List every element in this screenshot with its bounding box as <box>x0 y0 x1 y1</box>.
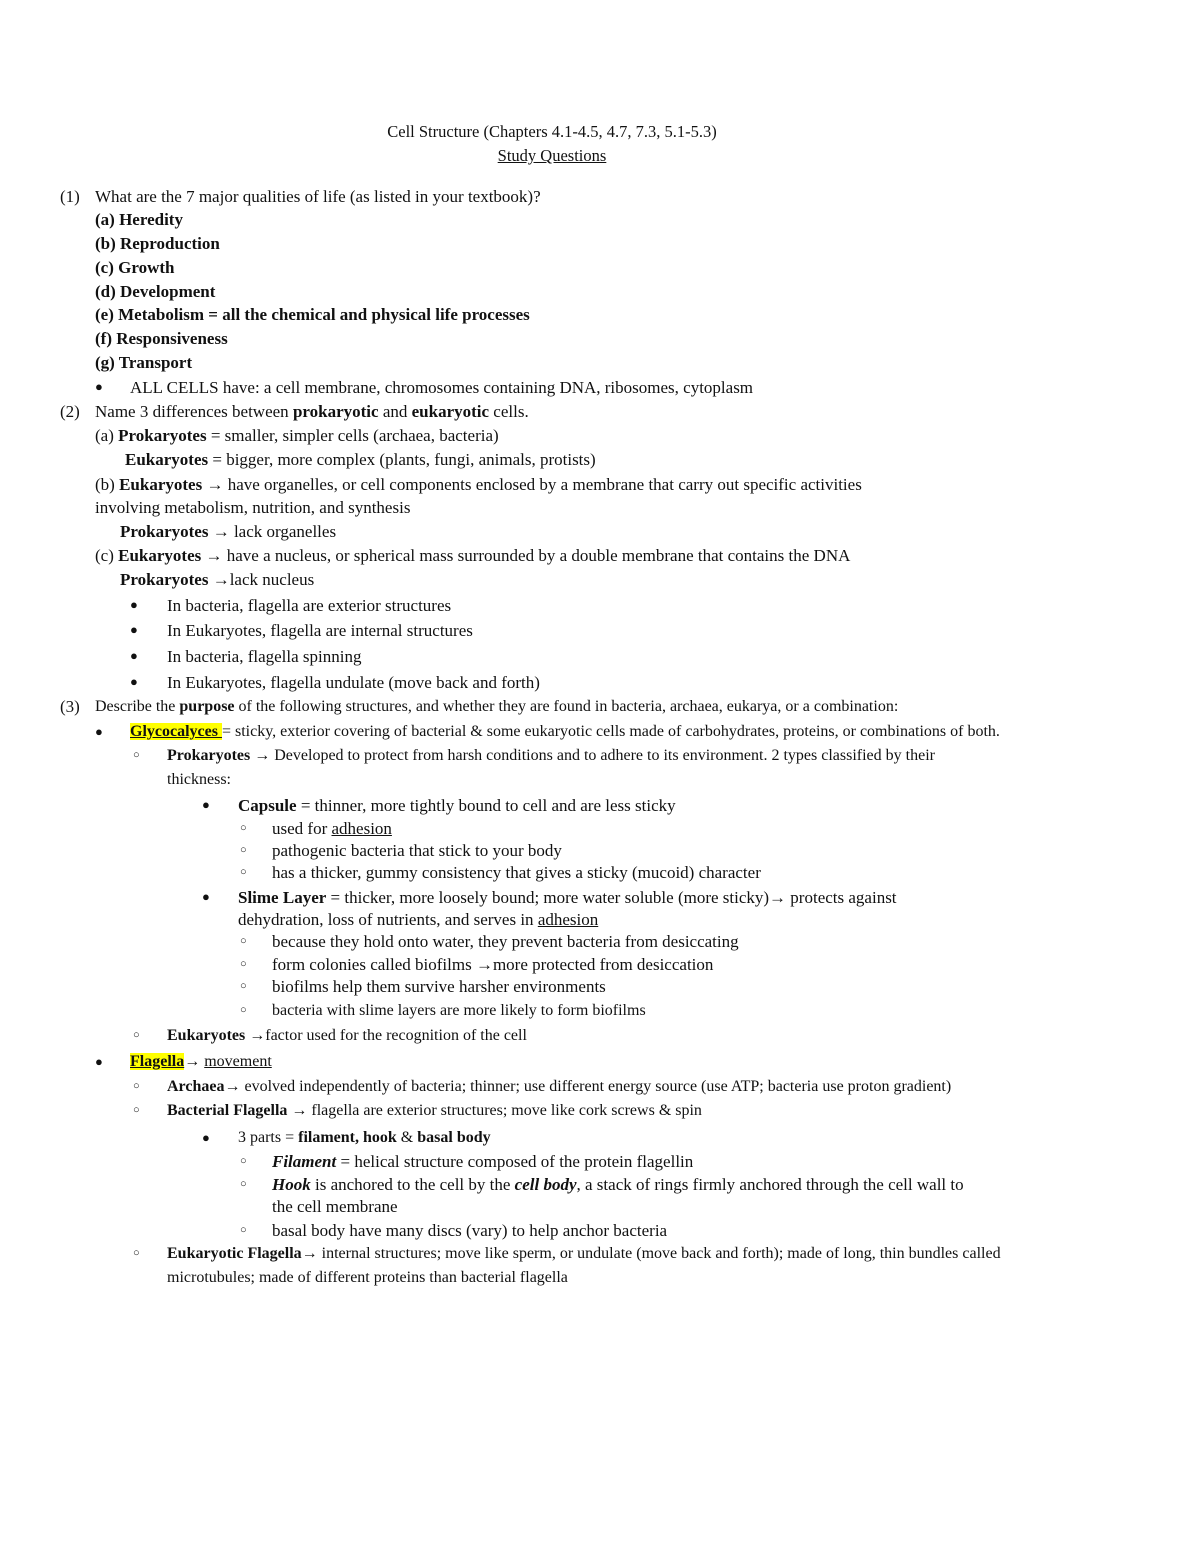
bullet-icon: ● <box>130 597 138 612</box>
circle-bullet-icon: ○ <box>133 1029 140 1041</box>
circle-bullet-icon: ○ <box>240 1178 247 1190</box>
page-title: Cell Structure (Chapters 4.1-4.5, 4.7, 7.3, 5.1-5.3) <box>387 122 717 141</box>
answer-line: (a) Prokaryotes = smaller, simpler cells (archaea, bacteria) <box>95 426 499 445</box>
list-item: In Eukaryotes, flagella are internal structures <box>167 621 473 640</box>
answer-line: Prokaryotes → lack organelles <box>120 522 337 541</box>
list-item: biofilms help them survive harsher environments <box>272 977 606 996</box>
bullet-icon: ● <box>130 622 138 637</box>
list-item: Filament = helical structure composed of the protein flagellin <box>272 1152 694 1171</box>
bullet-icon: ● <box>130 674 138 689</box>
list-item: Glycocalyces = sticky, exterior covering of bacterial & some eukaryotic cells made of carbohydrates, proteins, or combinations of both. <box>130 723 1000 740</box>
list-item: microtubules; made of different proteins than bacterial flagella <box>167 1269 568 1286</box>
list-item: 3 parts = filament, hook & basal body <box>238 1129 491 1146</box>
answer-item: (g) Transport <box>95 353 193 372</box>
answer-line: (c) Eukaryotes → have a nucleus, or spherical mass surrounded by a double membrane that contains the DNA <box>95 546 851 565</box>
question-number: (3) <box>60 697 80 716</box>
answer-line: involving metabolism, nutrition, and synthesis <box>95 498 411 517</box>
question-number: (2) <box>60 402 80 421</box>
list-item: basal body have many discs (vary) to help anchor bacteria <box>272 1221 668 1240</box>
question-text: What are the 7 major qualities of life (as listed in your textbook)? <box>95 187 541 206</box>
bullet-icon: ● <box>95 379 103 394</box>
answer-item: (f) Responsiveness <box>95 329 228 348</box>
list-item: Flagella→ movement <box>130 1053 272 1070</box>
answer-line: Prokaryotes →lack nucleus <box>120 570 315 589</box>
list-item: the cell membrane <box>272 1197 398 1216</box>
circle-bullet-icon: ○ <box>133 749 140 761</box>
list-item: Bacterial Flagella → flagella are exterior structures; move like cork screws & spin <box>167 1102 702 1119</box>
circle-bullet-icon: ○ <box>240 844 247 856</box>
list-item: Hook is anchored to the cell by the cell body, a stack of rings firmly anchored through the cell wall to <box>272 1175 964 1194</box>
circle-bullet-icon: ○ <box>240 980 247 992</box>
circle-bullet-icon: ○ <box>240 1224 247 1236</box>
list-item: form colonies called biofilms →more protected from desiccation <box>272 955 714 974</box>
answer-item: (d) Development <box>95 282 216 301</box>
bullet-icon: ● <box>202 889 210 904</box>
circle-bullet-icon: ○ <box>133 1104 140 1116</box>
list-item: used for adhesion <box>272 819 392 838</box>
circle-bullet-icon: ○ <box>240 866 247 878</box>
circle-bullet-icon: ○ <box>240 1004 247 1016</box>
circle-bullet-icon: ○ <box>133 1080 140 1092</box>
list-item: bacteria with slime layers are more likely to form biofilms <box>272 1002 646 1019</box>
question-number: (1) <box>60 187 80 206</box>
answer-line: Eukaryotes = bigger, more complex (plants, fungi, animals, protists) <box>125 450 596 469</box>
answer-line: (b) Eukaryotes → have organelles, or cell components enclosed by a membrane that carry out specific activities <box>95 475 862 494</box>
list-item: Prokaryotes → Developed to protect from harsh conditions and to adhere to its environment. 2 types classified by their <box>167 747 935 764</box>
answer-item: (e) Metabolism = all the chemical and physical life processes <box>95 305 530 324</box>
list-item: has a thicker, gummy consistency that gives a sticky (mucoid) character <box>272 863 761 882</box>
list-item: because they hold onto water, they prevent bacteria from desiccating <box>272 932 739 951</box>
list-item: ALL CELLS have: a cell membrane, chromosomes containing DNA, ribosomes, cytoplasm <box>130 378 754 397</box>
circle-bullet-icon: ○ <box>240 822 247 834</box>
list-item: Eukaryotes →factor used for the recognition of the cell <box>167 1027 527 1044</box>
question-text: Describe the purpose of the following structures, and whether they are found in bacteria, archaea, eukarya, or a combination: <box>95 698 899 715</box>
list-item: Archaea→ evolved independently of bacteria; thinner; use different energy source (use ATP; bacteria use proton gradient) <box>167 1078 952 1095</box>
answer-item: (b) Reproduction <box>95 234 220 253</box>
bullet-icon: ● <box>130 648 138 663</box>
circle-bullet-icon: ○ <box>133 1247 140 1259</box>
circle-bullet-icon: ○ <box>240 935 247 947</box>
list-item: pathogenic bacteria that stick to your body <box>272 841 562 860</box>
answer-item: (a) Heredity <box>95 210 183 229</box>
circle-bullet-icon: ○ <box>240 1155 247 1167</box>
list-item: Capsule = thinner, more tightly bound to cell and are less sticky <box>238 796 676 815</box>
bullet-icon: ● <box>202 1130 210 1145</box>
list-item: In bacteria, flagella spinning <box>167 647 362 666</box>
list-item: Slime Layer = thicker, more loosely bound; more water soluble (more sticky)→ protects against <box>238 888 897 907</box>
bullet-icon: ● <box>202 797 210 812</box>
page-subtitle: Study Questions <box>497 146 607 165</box>
bullet-icon: ● <box>95 1054 103 1069</box>
answer-item: (c) Growth <box>95 258 175 277</box>
list-item: In Eukaryotes, flagella undulate (move back and forth) <box>167 673 540 692</box>
list-item: thickness: <box>167 771 231 788</box>
list-item: dehydration, loss of nutrients, and serves in adhesion <box>238 910 599 929</box>
circle-bullet-icon: ○ <box>240 958 247 970</box>
bullet-icon: ● <box>95 724 103 739</box>
list-item: Eukaryotic Flagella→ internal structures; move like sperm, or undulate (move back and forth); made of long, thin bundles called <box>167 1245 1001 1262</box>
question-text: Name 3 differences between prokaryotic and eukaryotic cells. <box>95 402 529 421</box>
list-item: In bacteria, flagella are exterior structures <box>167 596 452 615</box>
